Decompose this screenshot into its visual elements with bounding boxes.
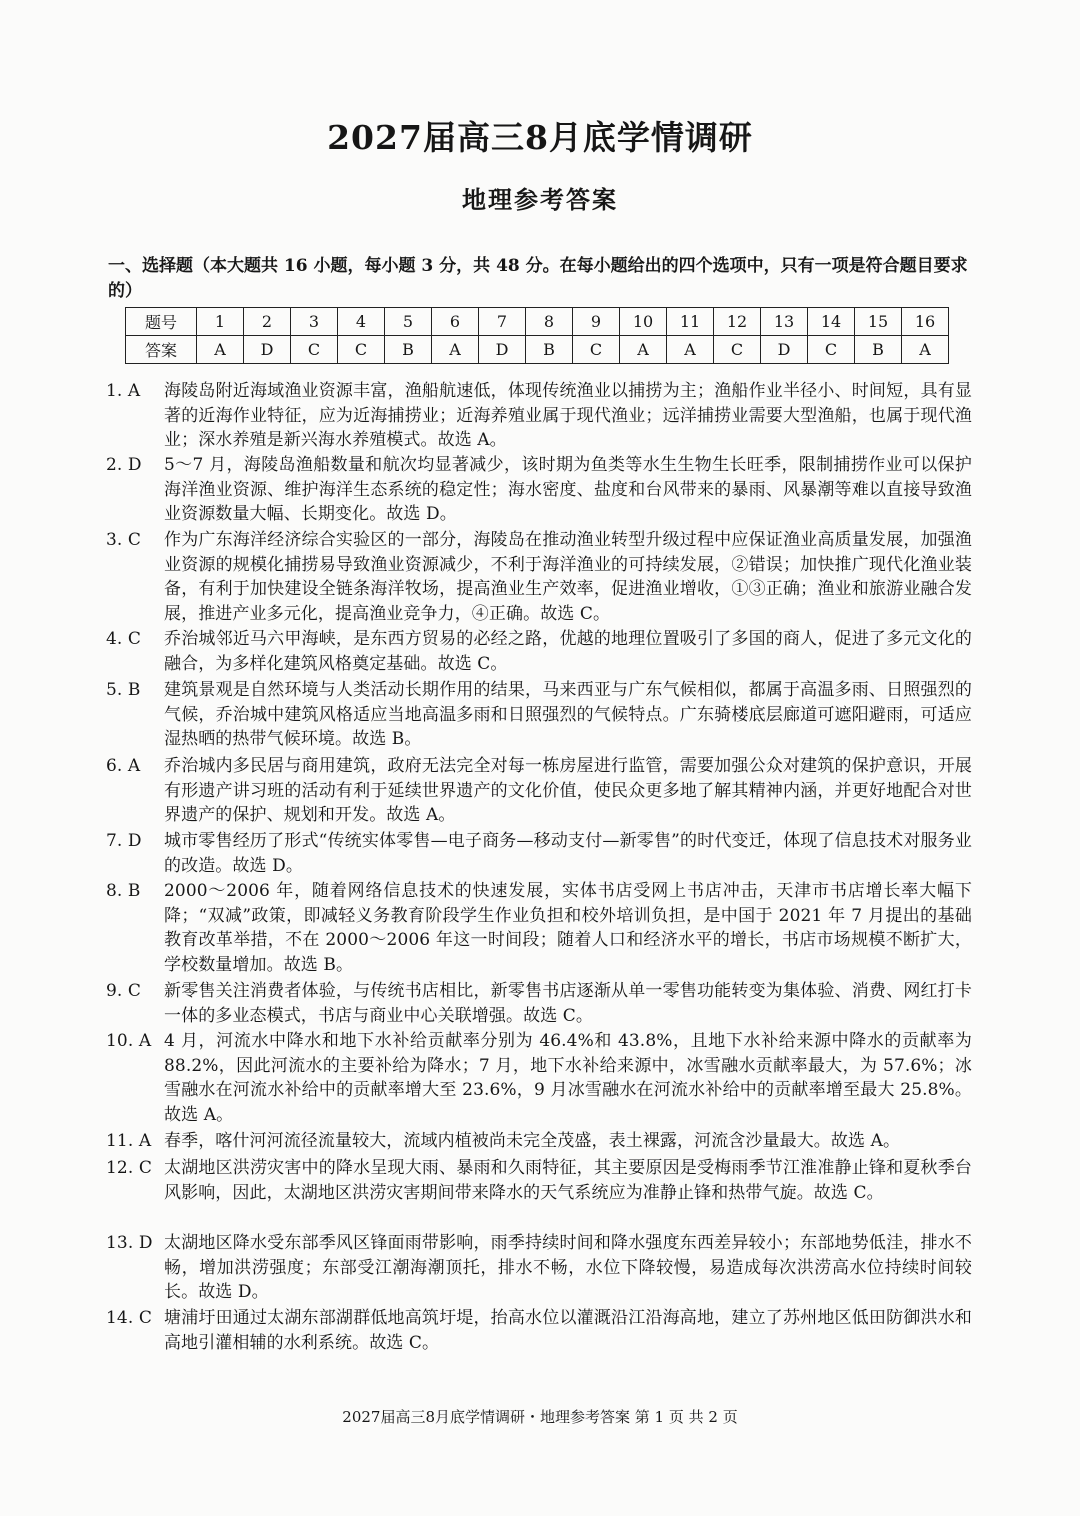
question-number-cell: 10 bbox=[620, 308, 667, 336]
answer-cell: D bbox=[479, 336, 526, 364]
question-number-cell: 9 bbox=[573, 308, 620, 336]
answer-table-number-row bbox=[126, 308, 949, 336]
question-explanation bbox=[106, 453, 972, 527]
question-number-cell: 1 bbox=[197, 308, 244, 336]
page-subtitle: 地理参考答案 bbox=[462, 185, 618, 214]
page-title: 2027届高三8月底学情调研 bbox=[327, 118, 753, 157]
question-number: 6. A bbox=[106, 756, 141, 776]
question-explanation bbox=[106, 1231, 972, 1305]
question-explanation bbox=[106, 1129, 972, 1154]
question-explanation bbox=[106, 754, 972, 828]
question-number: 12. C bbox=[106, 1158, 152, 1178]
question-number-cell: 7 bbox=[479, 308, 526, 336]
answer-cell: C bbox=[291, 336, 338, 364]
answer-table bbox=[125, 307, 949, 364]
question-explanation bbox=[106, 979, 972, 1028]
question-explanation bbox=[106, 528, 972, 626]
question-number-cell: 3 bbox=[291, 308, 338, 336]
answer-cell: C bbox=[573, 336, 620, 364]
question-number-cell: 16 bbox=[902, 308, 949, 336]
question-explanation bbox=[106, 879, 972, 977]
section-heading-choice: 一、选择题（本大题共 16 小题，每小题 3 分，共 48 分。在每小题给出的四个选项中，只有一项是符合题目要求的） bbox=[108, 256, 968, 301]
question-number: 5. B bbox=[106, 680, 141, 700]
question-explanation bbox=[106, 829, 972, 878]
answer-cell: B bbox=[855, 336, 902, 364]
answer-cell: B bbox=[526, 336, 573, 364]
question-text: 城市零售经历了形式“传统实体零售—电子商务—移动支付—新零售”的时代变迁，体现了信息技术对服务业的改造。故选 D。 bbox=[164, 831, 972, 876]
question-number-cell: 13 bbox=[761, 308, 808, 336]
question-explanation bbox=[106, 678, 972, 752]
answer-cell: A bbox=[620, 336, 667, 364]
question-number-cell: 8 bbox=[526, 308, 573, 336]
question-number: 3. C bbox=[106, 530, 142, 550]
question-number-cell: 2 bbox=[244, 308, 291, 336]
answer-cell: B bbox=[385, 336, 432, 364]
question-explanation bbox=[106, 1306, 972, 1355]
question-text: 新零售关注消费者体验，与传统书店相比，新零售书店逐渐从单一零售功能转变为集体验、消费、网红打卡一体的多业态模式，书店与商业中心关联增强。故选 C。 bbox=[164, 981, 972, 1026]
question-explanation bbox=[106, 627, 972, 676]
question-text: 5～7 月，海陵岛渔船数量和航次均显著减少，该时期为鱼类等水生生物生长旺季，限制捕捞作业可以保护海洋渔业资源、维护海洋生态系统的稳定性；海水密度、盐度和台风带来的暴雨、风暴潮等难以直接导致渔业资源数量大幅、长期变化。故选 D。 bbox=[164, 455, 972, 525]
question-text: 太湖地区洪涝灾害中的降水呈现大雨、暴雨和久雨特征，其主要原因是受梅雨季节江淮准静止锋和夏秋季台风影响，因此，太湖地区洪涝灾害期间带来降水的天气系统应为准静止锋和热带气旋。故选 C。 bbox=[164, 1158, 972, 1203]
question-number-cell: 5 bbox=[385, 308, 432, 336]
question-number-cell: 11 bbox=[667, 308, 714, 336]
answer-cell: D bbox=[761, 336, 808, 364]
question-text: 乔治城内多民居与商用建筑，政府无法完全对每一栋房屋进行监管，需要加强公众对建筑的保护意识，开展有形遗产讲习班的活动有利于延续世界遗产的文化价值，使民众更多地了解其精神内涵，并更好地配合对世界遗产的保护、规划和开发。故选 A。 bbox=[164, 756, 972, 826]
page-footer: 2027届高三8月底学情调研・地理参考答案 第 1 页 共 2 页 bbox=[342, 1408, 738, 1426]
question-text: 春季，喀什河河流径流量较大，流域内植被尚未完全茂盛，表土裸露，河流含沙量最大。故选 A。 bbox=[164, 1131, 901, 1151]
answer-table-answer-row bbox=[126, 336, 949, 364]
question-number-cell: 12 bbox=[714, 308, 761, 336]
question-text: 乔治城邻近马六甲海峡，是东西方贸易的必经之路，优越的地理位置吸引了多国的商人，促进了多元文化的融合，为多样化建筑风格奠定基础。故选 C。 bbox=[164, 629, 972, 674]
question-number: 13. D bbox=[106, 1233, 153, 1253]
question-number: 11. A bbox=[106, 1131, 152, 1151]
answer-cell: C bbox=[338, 336, 385, 364]
question-text: 作为广东海洋经济综合实验区的一部分，海陵岛在推动渔业转型升级过程中应保证渔业高质量发展，加强渔业资源的规模化捕捞易导致渔业资源减少，不利于海洋渔业的可持续发展，②错误；加快推广现代化渔业装备，有利于加快建设全链条海洋牧场，提高渔业生产效率，促进渔业增收，①③正确；渔业和旅游业融合发展，推进产业多元化，提高渔业竞争力，④正确。故选 C。 bbox=[164, 530, 972, 624]
answer-cell: A bbox=[197, 336, 244, 364]
question-number: 2. D bbox=[106, 455, 142, 475]
question-number: 9. C bbox=[106, 981, 142, 1001]
question-text: 海陵岛附近海域渔业资源丰富，渔船航速低，体现传统渔业以捕捞为主；渔船作业半径小、时间短，具有显著的近海作业特征，应为近海捕捞业；近海养殖业属于现代渔业；远洋捕捞业需要大型渔船，也属于现代渔业；深水养殖是新兴海水养殖模式。故选 A。 bbox=[164, 381, 972, 451]
question-text: 太湖地区降水受东部季风区锋面雨带影响，雨季持续时间和降水强度东西差异较小；东部地势低洼，排水不畅，增加洪涝强度；东部受江潮海潮顶托，排水不畅，水位下降较慢，易造成每次洪涝高水位持续时间较长。故选 D。 bbox=[164, 1233, 972, 1303]
question-number: 10. A bbox=[106, 1031, 152, 1051]
question-text: 建筑景观是自然环境与人类活动长期作用的结果，马来西亚与广东气候相似，都属于高温多雨、日照强烈的气候，乔治城中建筑风格适应当地高温多雨和日照强烈的气候特点。广东骑楼底层廊道可遮阳避雨，可适应湿热晒的热带气候环境。故选 B。 bbox=[164, 680, 972, 750]
answer-cell: A bbox=[902, 336, 949, 364]
question-number: 4. C bbox=[106, 629, 142, 649]
question-number-cell: 14 bbox=[808, 308, 855, 336]
table-header-answer: 答案 bbox=[126, 336, 197, 364]
question-number-cell: 15 bbox=[855, 308, 902, 336]
question-number: 1. A bbox=[106, 381, 141, 401]
question-text: 2000～2006 年，随着网络信息技术的快速发展，实体书店受网上书店冲击，天津市书店增长率大幅下降；“双减”政策，即减轻义务教育阶段学生作业负担和校外培训负担，是中国于 2021 年 7 月提出的基础教育改革举措，不在 2000～2006 年这一时间段；随着人口和经济水平的增长，书店市场规模不断扩大，学校数量增加。故选 B。 bbox=[164, 881, 972, 975]
question-number: 7. D bbox=[106, 831, 142, 851]
question-explanation bbox=[106, 379, 972, 453]
question-text: 4 月，河流水中降水和地下水补给贡献率分别为 46.4%和 43.8%，且地下水补给来源中降水的贡献率为 88.2%，因此河流水的主要补给为降水；7 月，地下水补给来源中，冰雪融水贡献率最大，为 57.6%；冰雪融水在河流水补给中的贡献率增大至 23.6%，9 月冰雪融水在河流水补给中的贡献率增至最大 25.8%。故选 A。 bbox=[164, 1031, 972, 1125]
answer-cell: A bbox=[432, 336, 479, 364]
question-number-cell: 4 bbox=[338, 308, 385, 336]
answer-cell: D bbox=[244, 336, 291, 364]
question-number: 8. B bbox=[106, 881, 141, 901]
question-text: 塘浦圩田通过太湖东部湖群低地高筑圩堤，抬高水位以灌溉沿江沿海高地，建立了苏州地区低田防御洪水和高地引灌相辅的水利系统。故选 C。 bbox=[164, 1308, 972, 1353]
answer-cell: C bbox=[714, 336, 761, 364]
question-explanation bbox=[106, 1156, 972, 1205]
answer-cell: C bbox=[808, 336, 855, 364]
table-header-number: 题号 bbox=[126, 308, 197, 336]
question-number: 14. C bbox=[106, 1308, 152, 1328]
question-explanation bbox=[106, 1029, 972, 1127]
answer-cell: A bbox=[667, 336, 714, 364]
question-number-cell: 6 bbox=[432, 308, 479, 336]
